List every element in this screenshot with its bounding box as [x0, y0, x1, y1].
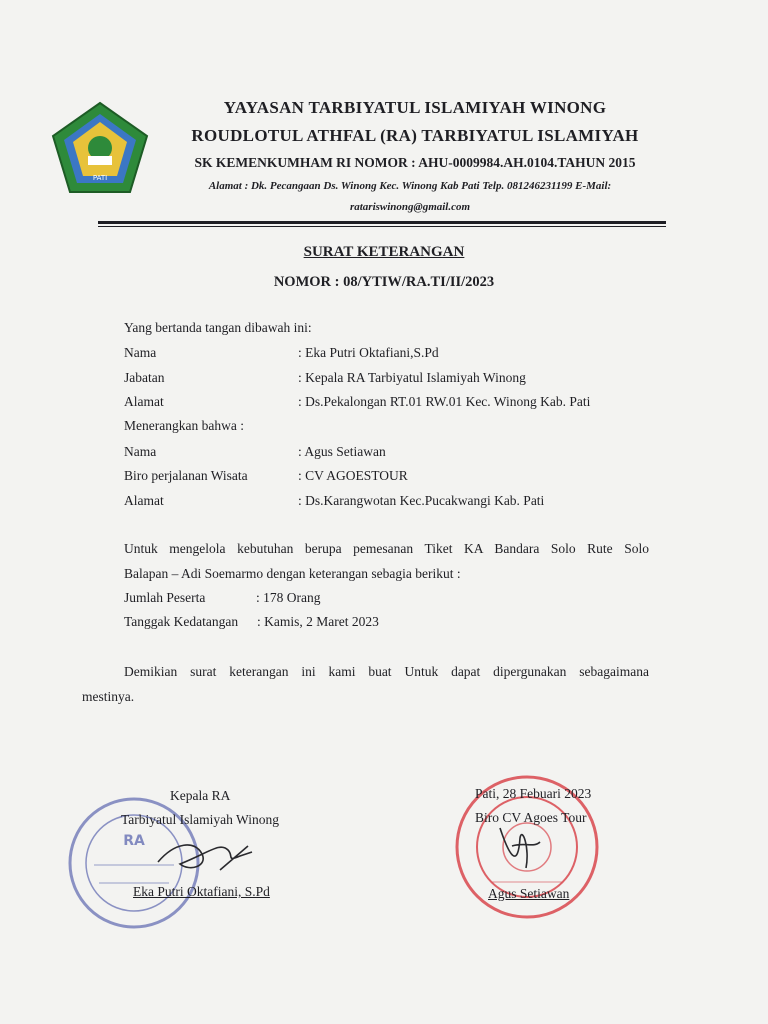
subject-agency-label: Biro perjalanan Wisata	[124, 468, 248, 483]
subject-agency-value: : CV AGOESTOUR	[298, 468, 408, 483]
signer-position-value: : Kepala RA Tarbiyatul Islamiyah Winong	[298, 370, 526, 385]
left-signer-title2: Tarbiyatul Islamiyah Winong	[121, 812, 279, 827]
decree-number: SK KEMENKUMHAM RI NOMOR : AHU-0009984.AH.0104.TAHUN 2015	[194, 155, 636, 170]
signing-date: Pati, 28 Febuari 2023	[475, 786, 592, 801]
address-line: Alamat : Dk. Pecangaan Ds. Winong Kec. Winong Kab Pati Telp. 081246231199 E-Mail:	[208, 180, 612, 192]
subject-address-label: Alamat	[124, 493, 164, 508]
foundation-logo-icon	[50, 100, 150, 196]
subject-name-label: Nama	[124, 444, 157, 459]
participants-value: : 178 Orang	[256, 590, 321, 605]
arrival-value: : Kamis, 2 Maret 2023	[257, 614, 379, 629]
states-text: Menerangkan bahwa :	[124, 418, 244, 433]
header-divider-thin	[98, 226, 666, 227]
closing-line1: Demikian surat keterangan ini kami buat Untuk dapat dipergunakan sebagaimana	[124, 664, 649, 679]
signer-address-label: Alamat	[124, 394, 164, 409]
intro-text: Yang bertanda tangan dibawah ini:	[124, 320, 312, 335]
signer-position-label: Jabatan	[124, 370, 165, 385]
email-address: ratariswinong@gmail.com	[349, 201, 471, 213]
document-number: NOMOR : 08/YTIW/RA.TI/II/2023	[273, 274, 495, 290]
signer-name-value: : Eka Putri Oktafiani,S.Pd	[298, 345, 439, 360]
right-signer-title: Biro CV Agoes Tour	[475, 810, 587, 825]
left-signature-icon	[150, 832, 260, 882]
body-paragraph-line1: Untuk mengelola kebutuhan berupa pemesanan Tiket KA Bandara Solo Rute Solo	[124, 541, 649, 556]
signer-name-label: Nama	[124, 345, 157, 360]
participants-label: Jumlah Peserta	[124, 590, 206, 605]
svg-text:RA: RA	[123, 833, 145, 849]
right-signature-icon	[490, 818, 550, 878]
left-signer-title1: Kepala RA	[170, 788, 231, 803]
subject-address-value: : Ds.Karangwotan Kec.Pucakwangi Kab. Pati	[298, 493, 545, 508]
school-name: ROUDLOTUL ATHFAL (RA) TARBIYATUL ISLAMIYAH	[191, 126, 639, 145]
header-divider-thick	[98, 221, 666, 224]
signer-address-value: : Ds.Pekalongan RT.01 RW.01 Kec. Winong Kab. Pati	[298, 394, 591, 409]
document-title: SURAT KETERANGAN	[303, 244, 465, 260]
body-paragraph-line2: Balapan – Adi Soemarmo dengan keterangan sebagia berikut :	[124, 566, 461, 581]
arrival-label: Tanggak Kedatangan	[124, 614, 239, 629]
right-signer-name: Agus Setiawan	[488, 886, 570, 901]
closing-line2: mestinya.	[82, 689, 135, 704]
foundation-name: YAYASAN TARBIYATUL ISLAMIYAH WINONG	[223, 98, 607, 117]
logo-text: PATI	[92, 174, 108, 182]
left-signer-name: Eka Putri Oktafiani, S.Pd	[133, 884, 270, 899]
subject-name-value: : Agus Setiawan	[298, 444, 386, 459]
